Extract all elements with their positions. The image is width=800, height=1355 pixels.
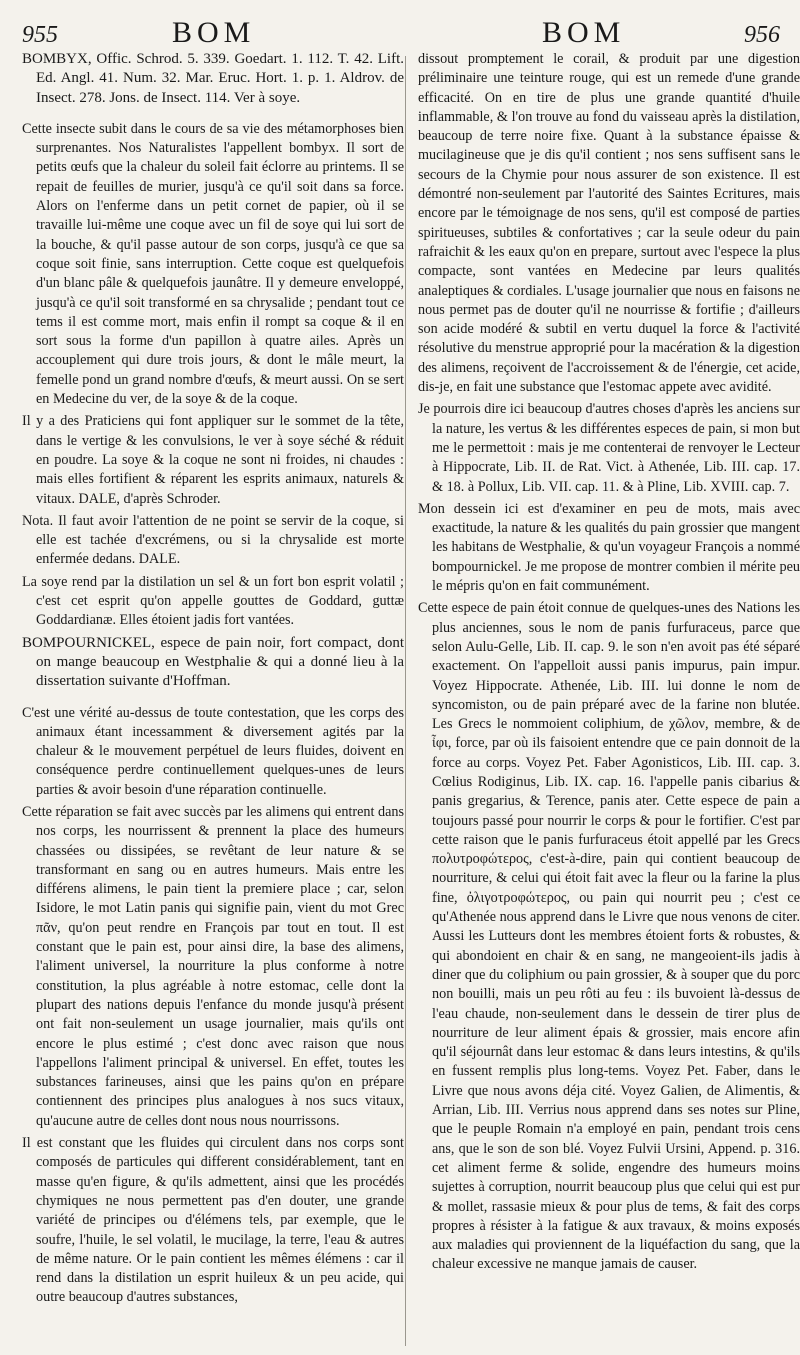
paragraph: La soye rend par la distilation un sel & un fort bon esprit volatil ; c'est cet esprit qu'on appelle gouttes de Goddard, guttæ Goddardianæ. Elles étoient jadis fort vantées. xyxy=(22,573,404,629)
page-number-right: 956 xyxy=(744,22,780,48)
column-divider xyxy=(405,56,406,1346)
paragraph: Cette réparation se fait avec succès par les alimens qui entrent dans nos corps, les nourrissent & prennent la place des humeurs chassées ou dissipées, se revêtant de leur nature & se transformant en sang ou en autres humeurs. Mais entre les différens alimens, le pain tient la premiere place ; car, selon Isidore, le mot Latin panis qui signifie pain, vient du mot Grec πᾶν, qu'on peut rendre en François par tout en tout. Il est constant que le pain est, pour ainsi dire, la base des alimens, l'aliment universel, la nourriture la plus conforme à notre constitution, la plus agréable à notre estomac, celle dont la plupart des nations depuis l'enfance du monde jusqu'à présent ont fait non-seulement un usage journalier, mais qu'ils ont encore le plus estimé ; c'est donc avec raison que nous l'appellons l'aliment principal & universel. En effet, toutes les substances farineuses, ainsi que les pains qu'on en prépare contiennent des principes plus analogues à nos sucs vitaux, qu'aucune autre de celles dont nous nous nourrissons. xyxy=(22,803,404,1129)
paragraph: Nota. Il faut avoir l'attention de ne point se servir de la coque, si elle est tachée d'excrémens, ou si la chrysalide est morte enfermée dedans. DALE. xyxy=(22,512,404,568)
running-headword-left: BOM xyxy=(172,16,256,49)
paragraph: Il y a des Praticiens qui font appliquer sur le sommet de la tête, dans le vertige & les convulsions, le ver à soye séché & réduit en poudre. La soye & la coque ne sont ni froides, ni chaudes : mais elles fortifient & réparent les esprits animaux, naturels & vitaux. DALE, d'après Schroder. xyxy=(22,413,404,507)
entry-bombyx-heading: BOMBYX, Offic. Schrod. 5. 339. Goedart. 1. 112. T. 42. Lift. Ed. Angl. 41. Num. 32. Mar. Eruc. Hort. 1. p. 1. Aldrov. de Insect. 278. Jons. de Insect. 114. Ver à soye. xyxy=(22,51,404,106)
paragraph: Cette insecte subit dans le cours de sa vie des métamorphoses bien surprenantes. Nos Naturalistes l'appellent bombyx. Il sort de petits œufs que la chaleur du soleil fait éclorre au printems. Il se repait de feuilles de murier, jusqu'à ce qu'il soit dans sa force. Alors on l'enferme dans un petit cornet de papier, où il se travaille lui-même une coque avec un fil de soye qui lui sort de la bouche, & qu'il passe autour de son corps, jusqu'à ce que sa coque soit finie, sans interruption. Cette coque est quelquefois d'un blanc pâle & quelquefois jaunâtre. Il y demeure enveloppé, jusqu'à ce qu'il soit transformé en sa chrysalide ; pendant tout ce tems il est comme mort, mais enfin il rompt sa coque & il en sort sous la forme d'un papillon à quatre ailes. Après un accouplement qui dure trois jours, & dont le mâle meurt, la femelle pond un grand nombre d'œufs, & meurt aussi. On se sert en Medecine du ver, de la soye & de la coque. xyxy=(22,120,404,408)
running-headword-right: BOM xyxy=(542,16,626,49)
paragraph: Il est constant que les fluides qui circulent dans nos corps sont composés de particules qui different considérablement, tant en masse qu'en figure, & qu'ils admettent, ainsi que les procédés chymiques ne nous permettent pas d'en douter, une grande variété de principes ou d'élémens tels, par exemple, que le soufre, l'huile, le sel volatil, le mucilage, la terre, l'eau & autres de même nature. Or le pain contient les mêmes élémens : car il rend dans la distilation un esprit huileux & un peu acide, qui outre beaucoup d'autres substances, xyxy=(22,1135,404,1306)
paragraph: Mon dessein ici est d'examiner en peu de mots, mais avec exactitude, la nature & les qualités du pain grossier que mangent les habitans de Westphalie, & qu'un voyageur François a nommé bompournickel. Je me propose de montrer combien il mérite peu le mépris qu'on en fait communément. xyxy=(418,500,800,595)
right-column xyxy=(418,50,800,1278)
paragraph: Je pourrois dire ici beaucoup d'autres choses d'après les anciens sur la nature, les vertus & les différentes especes de pain, si mon but me le permettoit : mais je me contenterai de renvoyer le Lecteur à Hippocrate, Lib. II. de Rat. Vict. à Athenée, Lib. III. cap. 17. & 18. à Pollux, Lib. VII. cap. 11. & à Pline, Lib. XVIII. cap. 7. xyxy=(418,401,800,495)
paragraph: Cette espece de pain étoit connue de quelques-unes des Nations les plus anciennes, sous le nom de panis furfuraceus, parce que selon Aulu-Gelle, Lib. II. cap. 9. le son n'en avoit pas été séparé exactement. On l'appelloit aussi panis impurus, pain impur. Voyez Hippocrate. Athenée, Lib. III. lui donne le nom de syncomiston, ou de pain préparé avec de la farine non blutée. Les Grecs le nommoient coliphium, de χῶλον, membre, & de ἶφι, force, par où ils faisoient entendre que ce pain donnoit de la force au corps. Voyez Pet. Faber Agonisticos, Lib. III. cap. 3. Cœlius Rodiginus, Lib. IX. cap. 16. l'appelle panis cibarius & panis gregarius, & Terence, panis ater. Cette espece de pain a toujours passé pour nourrir le corps & pour le fortifier. C'est par cette raison que le panis furfuraceus étoit appellé par les Grecs πολυτροφώτερος, c'est-à-dire, pain qui contient beaucoup de nourriture, & celui qui étoit fait avec la fleur ou la farine la plus fine, ὀλιγοτροφώτερος, ou pain qui nourrit peu ; c'est ce qu'Athenée nous apprend dans le Livre que nous venons de citer. Aussi les Lutteurs dont les membres étoient forts & robustes, & qui abondoient en chair & en sang, ne mangeoient-ils jadis à diner que du coliphium ou pain grossier, & à souper que du porc non bouilli, mais un peu rôti au feu : ils buvoient là-dessus de l'eau chaude, non-seulement dans le dessein de tirer plus de nourriture de leur aliment épais & grossier, mais encore afin qu'il séjournât dans leur estomac & dans leurs intestins, & qu'ils en fussent remplis plus long-tems. Voyez Pet. Faber, dans le Livre que nous avons déja cité. Voyez Galien, de Alimentis, & Arrian, Lib. III. Verrius nous apprend dans ses notes sur Pline, que le peuple Romain n'a employé en pain, pendant trois cens ans, que le son de son blé. Voyez Fulvii Ursini, Append. p. 316. cet aliment ferme & solide, engendre des humeurs moins sujettes à corruption, nourrit beaucoup plus que celui qui est pur & mollet, rassasie mieux & pour plus de tems, & fait des corps propres à résister à la fatigue & aux travaux, & moins exposés aux maladies qui proviennent de la liquéfaction du sang, que la chaleur excessive ne manque jamais de causer. xyxy=(418,600,800,1273)
paragraph: C'est une vérité au-dessus de toute contestation, que les corps des animaux étant incessamment & diversement agités par la chaleur & le mouvement perpétuel de leurs fluides, doivent en conséquence perdre continuellement quelques-unes de leurs parties & avoir besoin d'une réparation continuelle. xyxy=(22,704,404,798)
left-column xyxy=(22,50,404,1311)
page-number-left: 955 xyxy=(22,22,58,48)
paragraph-continued: dissout promptement le corail, & produit par une digestion préliminaire une teinture rouge, qui est un remede d'une grande efficacité. On en tire de plus une grande quantité d'huile inflammable, & l'on trouve au fond du vaisseau après la distilation, beaucoup de terre noire fixe. Quant à la substance épaisse & mucilagineuse que je dis qu'il contient ; nos sens suffisent sans le secours de la Chymie pour nous assurer de son existence. Il est démontré non-seulement par l'autorité des Saintes Ecritures, mais encore par le témoignage de nos sens, qu'il est composé de parties spiritueuses, subtiles & confortatives ; car la seule odeur du pain rafraichit & les eaux qu'on en prepare, surtout avec l'espece la plus compacte, sont vantées en Medecine par leurs qualités analeptiques & cordiales. L'usage journalier que nous en faisons ne nous permet pas de douter qu'il ne nourrisse & fortifie ; d'ailleurs son acide modéré & subtil en vertu duquel la force & l'activité résolutive du menstrue approprié pour la macération & la digestion des alimens, reçoivent de l'accroissement & de l'énergie, cet acide, dis-je, en fait une substance que l'estomac appete avec avidité. xyxy=(418,51,800,396)
entry-bompournickel-heading: BOMPOURNICKEL, espece de pain noir, fort compact, dont on mange beaucoup en Westphalie & qui a donné lieu à la dissertation suivante d'Hoffman. xyxy=(22,634,404,690)
